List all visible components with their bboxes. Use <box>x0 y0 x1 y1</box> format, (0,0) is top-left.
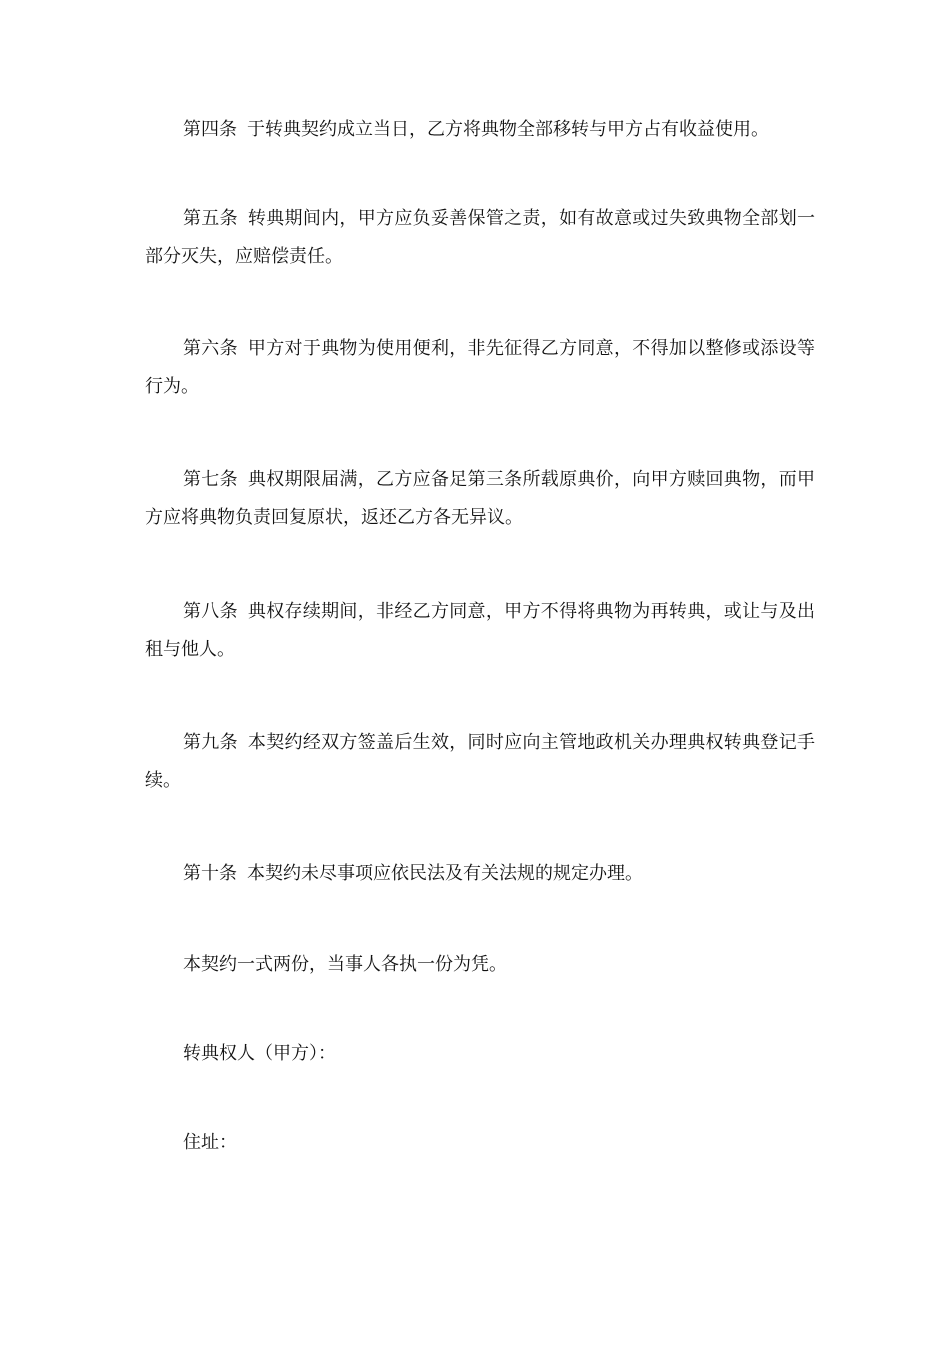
article-7 <box>145 461 815 537</box>
article-10-text: 本契约未尽事项应依民法及有关法规的规定办理。 <box>247 863 643 884</box>
article-4 <box>145 111 815 149</box>
article-4-text: 于转典契约成立当日，乙方将典物全部移转与甲方占有收益使用。 <box>247 119 769 140</box>
article-9 <box>145 724 815 800</box>
party-a-label: 转典权人（甲方）： <box>183 1043 336 1064</box>
article-8-label: 第八条 <box>183 601 238 622</box>
article-8-text: 典权存续期间，非经乙方同意，甲方不得将典物为再转典，或让与及出租与他人。 <box>145 601 816 660</box>
article-7-label: 第七条 <box>183 469 238 490</box>
article-10 <box>145 855 815 893</box>
closing-statement: 本契约一式两份，当事人各执一份为凭。 <box>183 954 507 975</box>
article-5 <box>145 200 815 276</box>
article-7-text: 典权期限届满，乙方应备足第三条所载原典价，向甲方赎回典物，而甲方应将典物负责回复原状，返还乙方各无异议。 <box>145 469 816 528</box>
article-6-label: 第六条 <box>183 338 238 359</box>
article-8 <box>145 593 815 669</box>
article-10-label: 第十条 <box>183 863 237 884</box>
article-9-text: 本契约经双方签盖后生效，同时应向主管地政机关办理典权转典登记手续。 <box>145 732 816 791</box>
article-4-label: 第四条 <box>183 119 237 140</box>
article-5-text: 转典期间内，甲方应负妥善保管之责，如有故意或过失致典物全部划一部分灭失，应赔偿责任。 <box>145 208 816 267</box>
address-label: 住址： <box>183 1132 237 1153</box>
article-6 <box>145 330 815 406</box>
article-5-label: 第五条 <box>183 208 238 229</box>
article-6-text: 甲方对于典物为使用便利，非先征得乙方同意，不得加以整修或添设等行为。 <box>145 338 816 397</box>
article-9-label: 第九条 <box>183 732 238 753</box>
